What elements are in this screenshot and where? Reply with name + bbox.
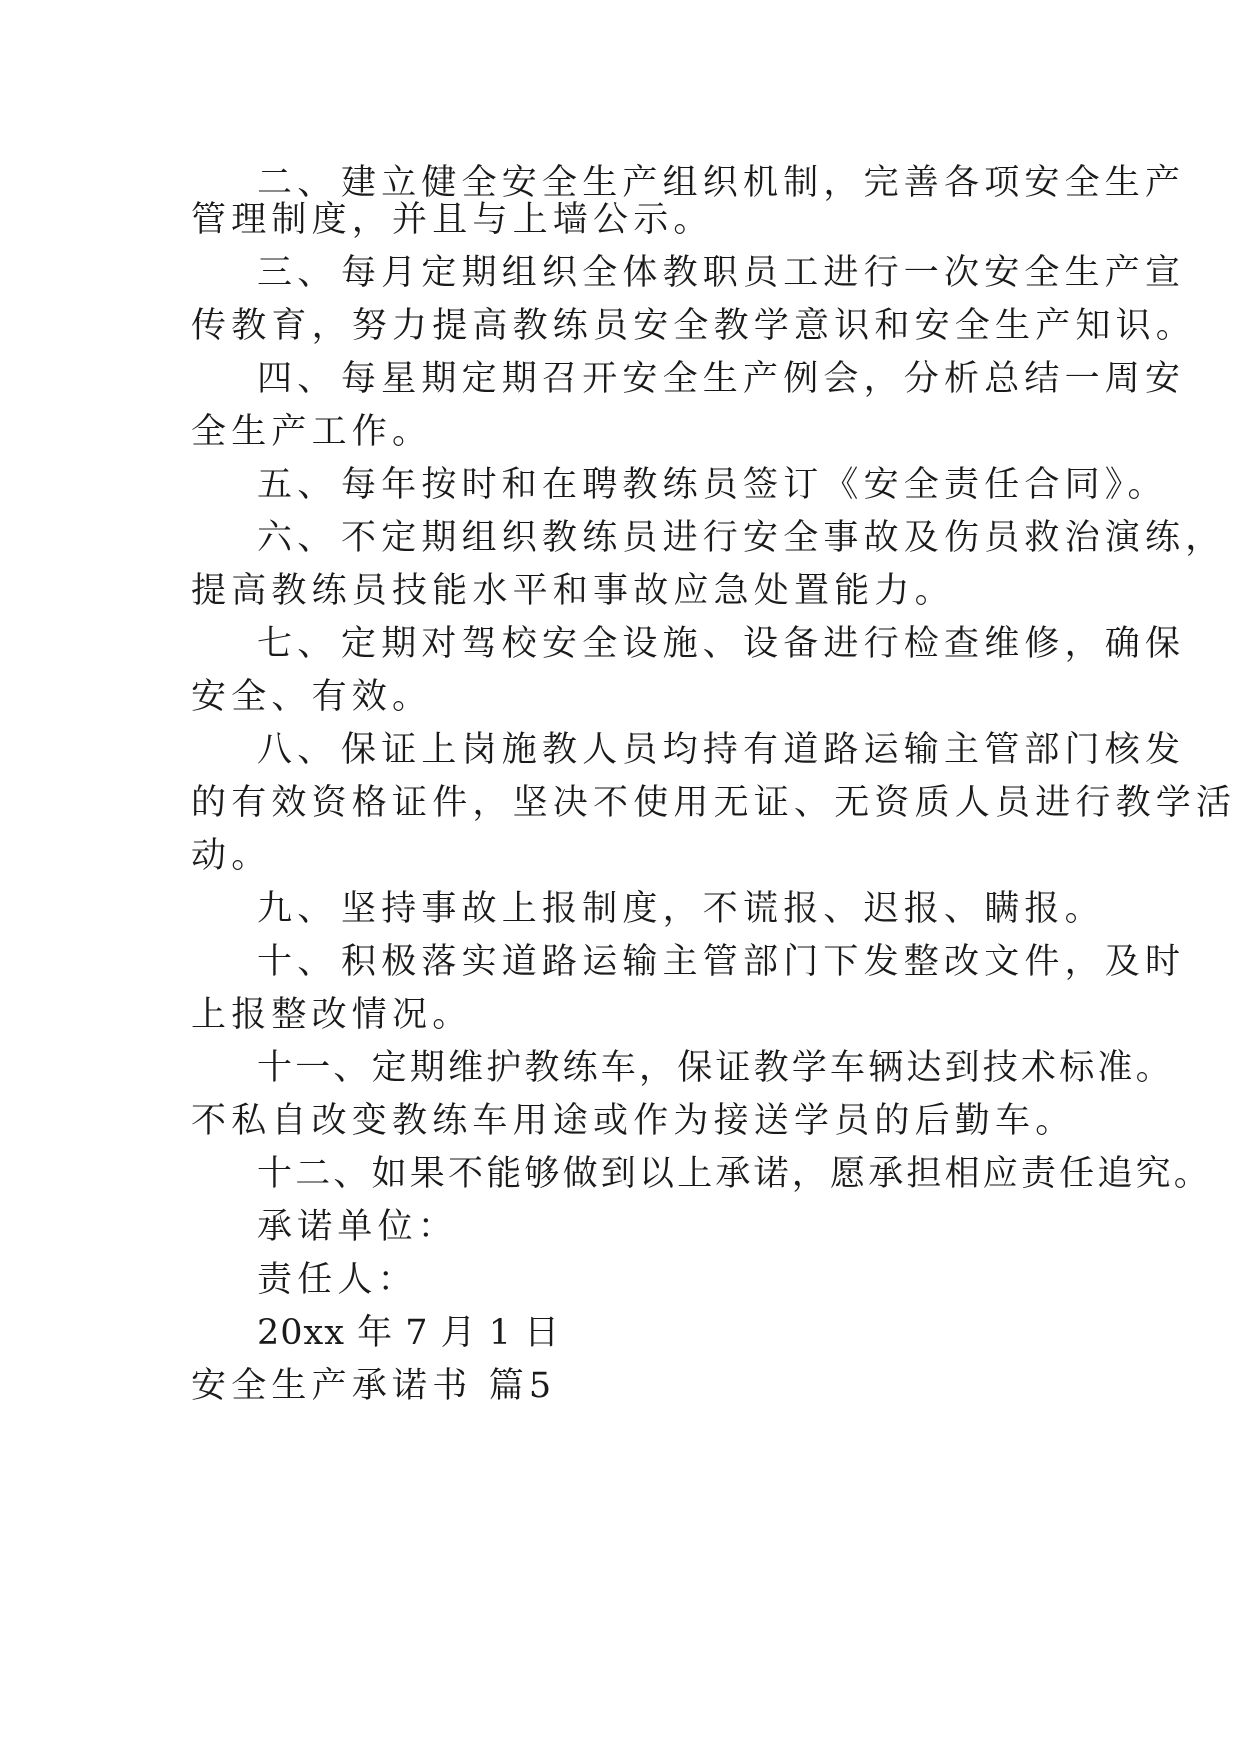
item-5-text: 每年按时和在聘教练员签订《安全责任合同》。 xyxy=(341,465,1168,505)
next-section-heading: 安全生产承诺书 篇5 xyxy=(191,1366,557,1406)
item-3-number: 三、 xyxy=(257,253,338,293)
item-5-number: 五、 xyxy=(257,465,338,505)
item-7-number: 七、 xyxy=(257,624,338,664)
item-10-line-2: 上报整改情况。 xyxy=(191,995,473,1035)
item-2-line-2: 管理制度，并且与上墙公示。 xyxy=(191,200,714,240)
item-6-line-2: 提高教练员技能水平和事故应急处置能力。 xyxy=(191,571,955,611)
item-9-line-1 xyxy=(257,889,1105,929)
item-8-line-1 xyxy=(257,730,1185,770)
item-9-text: 坚持事故上报制度，不谎报、迟报、瞒报。 xyxy=(341,889,1105,929)
item-3-line-1 xyxy=(257,253,1185,293)
item-8-number: 八、 xyxy=(257,730,338,770)
signature-date: 20xx 年 7 月 1 日 xyxy=(257,1313,561,1353)
item-8-line-3: 动。 xyxy=(191,836,272,876)
item-2-number: 二、 xyxy=(257,163,338,203)
item-12-line-1: 十二、如果不能够做到以上承诺，愿承担相应责任追究。 xyxy=(257,1154,1213,1194)
item-8-text: 保证上岗施教人员均持有道路运输主管部门核发 xyxy=(341,730,1186,770)
item-4-number: 四、 xyxy=(257,359,338,399)
item-4-text: 每星期定期召开安全生产例会，分析总结一周安 xyxy=(341,359,1186,399)
signature-unit-label: 承诺单位： xyxy=(257,1207,459,1247)
item-9-number: 九、 xyxy=(257,889,338,929)
item-11-line-2: 不私自改变教练车用途或作为接送学员的后勤车。 xyxy=(191,1101,1076,1141)
item-10-number: 十、 xyxy=(257,942,338,982)
item-5-line-1 xyxy=(257,465,1168,505)
item-2-text: 建立健全安全生产组织机制，完善各项安全生产 xyxy=(341,163,1186,203)
item-3-line-2: 传教育，努力提高教练员安全教学意识和安全生产知识。 xyxy=(191,306,1197,346)
item-4-line-2: 全生产工作。 xyxy=(191,412,433,452)
item-10-text: 积极落实道路运输主管部门下发整改文件，及时 xyxy=(341,942,1186,982)
item-7-line-2: 安全、有效。 xyxy=(191,677,433,717)
item-7-line-1 xyxy=(257,624,1185,664)
item-2-line-1 xyxy=(257,163,1185,203)
item-3-text: 每月定期组织全体教职员工进行一次安全生产宣 xyxy=(341,253,1186,293)
item-4-line-1 xyxy=(257,359,1185,399)
item-6-line-1 xyxy=(257,518,1225,558)
item-6-text: 不定期组织教练员进行安全事故及伤员救治演练， xyxy=(341,518,1226,558)
item-7-text: 定期对驾校安全设施、设备进行检查维修，确保 xyxy=(341,624,1186,664)
item-11-line-1: 十一、定期维护教练车，保证教学车辆达到技术标准。 xyxy=(257,1048,1174,1088)
item-8-line-2: 的有效资格证件，坚决不使用无证、无资质人员进行教学活 xyxy=(191,783,1237,823)
item-10-line-1 xyxy=(257,942,1185,982)
item-6-number: 六、 xyxy=(257,518,338,558)
signature-person-label: 责任人： xyxy=(257,1260,418,1300)
